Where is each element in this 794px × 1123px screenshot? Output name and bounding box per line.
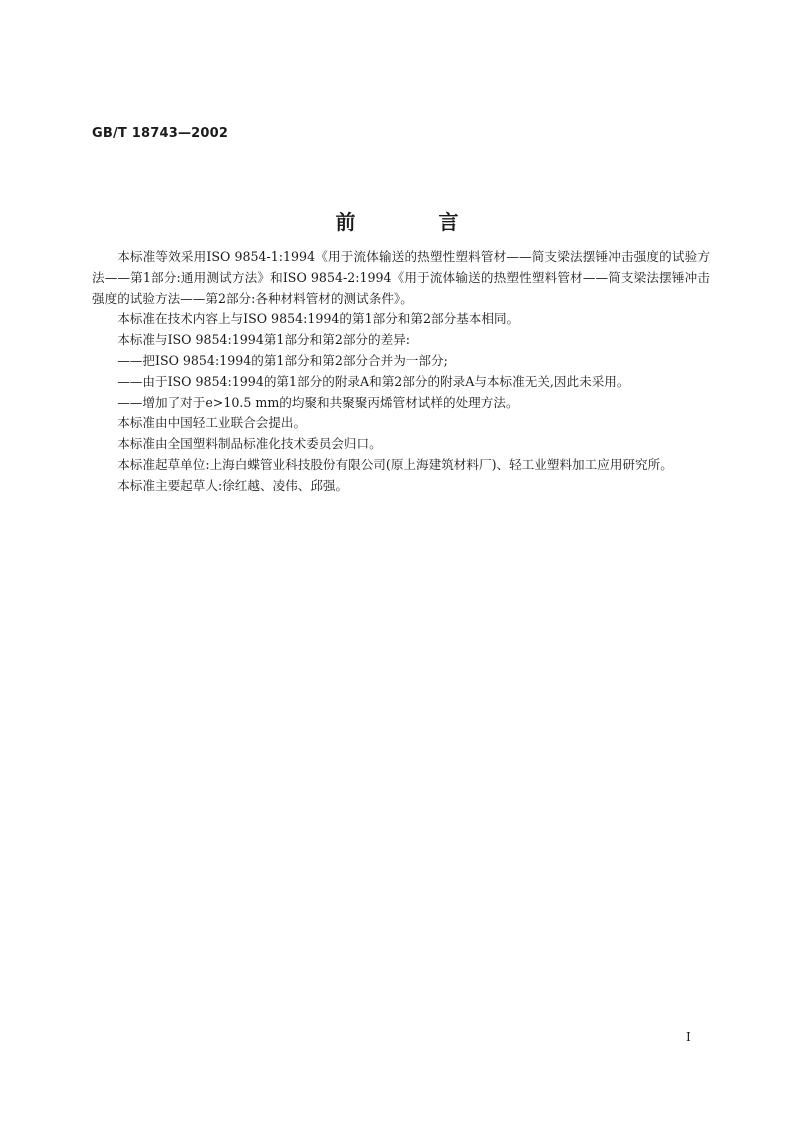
paragraph-proposed-by: 本标准由中国轻工业联合会提出。 <box>117 415 307 431</box>
document-body <box>92 247 710 497</box>
page-number: I <box>686 1030 691 1044</box>
paragraph-differences: 本标准与ISO 9854:1994第1部分和第2部分的差异: <box>117 332 411 348</box>
paragraph-administered-by: 本标准由全国塑料制品标准化技术委员会归口。 <box>117 436 382 452</box>
paragraph-technical-content: 本标准在技术内容上与ISO 9854:1994的第1部分和第2部分基本相同。 <box>117 311 520 327</box>
paragraph-adoption: 本标准等效采用ISO 9854-1:1994《用于流体输送的热塑性塑料管材——简支梁法摆锤冲击强度的试验方法——第1部分:通用测试方法》和ISO 9854-2:1994《用于流体输送的热塑性塑料管材——简支梁法摆锤冲击强度的试验方法——第2部分:各种材料管材的测试条件》。 <box>92 249 710 306</box>
paragraph-drafters: 本标准主要起草人:徐红越、凌伟、邱强。 <box>117 477 349 493</box>
standard-code: GB/T 18743—2002 <box>92 126 229 141</box>
list-item: ——把ISO 9854:1994的第1部分和第2部分合并为一部分; <box>117 352 448 368</box>
page-title: 前 言 <box>335 210 497 234</box>
paragraph-drafting-units: 本标准起草单位:上海白蝶管业科技股份有限公司(原上海建筑材料厂)、轻工业塑料加工应用研究所。 <box>117 456 673 472</box>
list-item: ——增加了对于e>10.5 mm的均聚和共聚聚丙烯管材试样的处理方法。 <box>117 394 519 410</box>
list-item: ——由于ISO 9854:1994的第1部分的附录A和第2部分的附录A与本标准无关,因此未采用。 <box>117 373 630 389</box>
